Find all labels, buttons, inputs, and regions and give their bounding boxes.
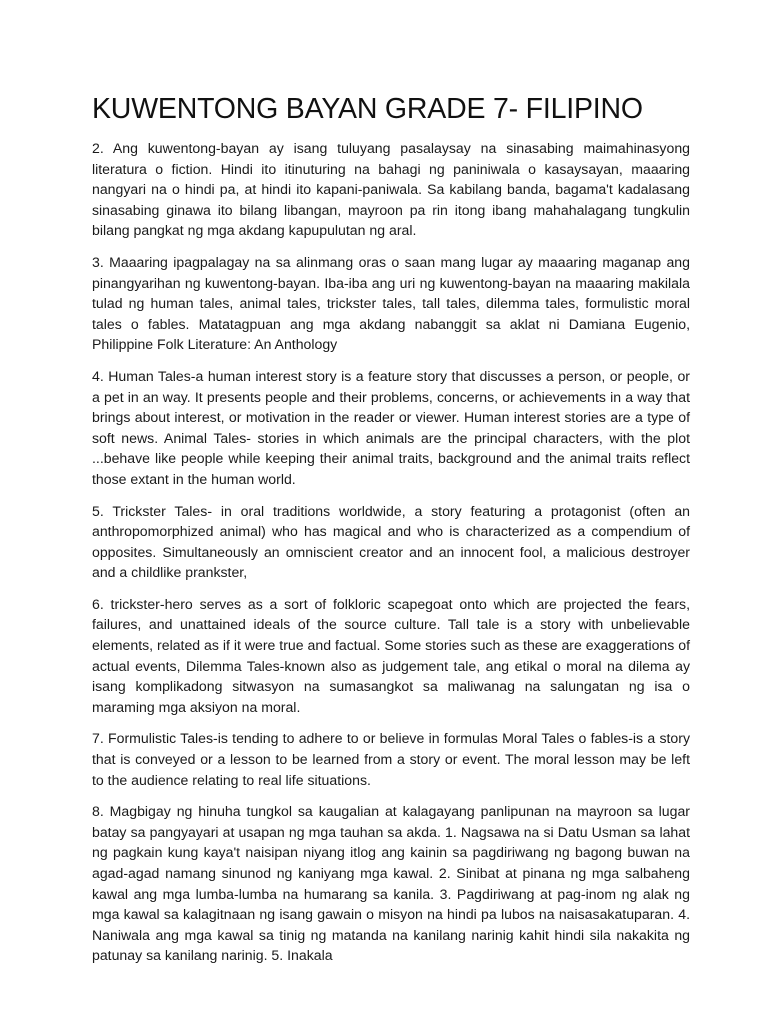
paragraph-6: 6. trickster-hero serves as a sort of folkloric scapegoat onto which are projected the fears, failures, and unattained ideals of the source culture. Tall tale is a story with unbelievable elements, related as if it were true and factual. Some stories such as these are exaggerations of actual events, Dilemma Tales-known also as judgement tale, ang etikal o moral na dilema ay isang komplikadong sitwasyon na sumasangkot sa maliwanag na salungatan ng isa o maraming mga aksiyon na moral. xyxy=(92,595,690,715)
paragraph-7: 7. Formulistic Tales-is tending to adhere to or believe in formulas Moral Tales o fables-is a story that is conveyed or a lesson to be learned from a story or event. The moral lesson may be left to the audience relating to real life situations. xyxy=(92,730,690,788)
paragraph-3: 3. Maaaring ipagpalagay na sa alinmang oras o saan mang lugar ay maaaring maganap ang pinangyarihan ng kuwentong-bayan. Iba-iba ang uri ng kuwentong-bayan na maaaring makilala tulad ng human tales, animal tales, trickster tales, tall tales, dilemma tales, formulistic moral tales o fables. Matatagpuan ang mga akdang nabanggit sa aklat ni Damiana Eugenio, Philippine Folk Literature: An Anthology xyxy=(92,253,690,353)
paragraph-4: 4. Human Tales-a human interest story is a feature story that discusses a person, or people, or a pet in an way. It presents people and their problems, concerns, or achievements in a way that brings about interest, or motivation in the reader or viewer. Human interest stories are a type of soft news. Animal Tales- stories in which animals are the principal characters, with the plot ...behave like people while keeping their animal traits, background and the animal traits reflect those extant in the human world. xyxy=(92,367,690,487)
paragraph-2: 2. Ang kuwentong-bayan ay isang tuluyang pasalaysay na sinasabing maimahinasyong literatura o fiction. Hindi ito itinuturing na bahagi ng paniniwala o kasaysayan, maaaring nangyari na o hindi pa, at hindi ito kapani-paniwala. Sa kabilang banda, bagama't kadalasang sinasabing ginawa ito bilang libangan, mayroon pa rin itong ibang mahahalagang tungkulin bilang pangkat ng mga akdang kapupulutan ng aral. xyxy=(92,140,690,239)
document-title: KUWENTONG BAYAN GRADE 7- FILIPINO xyxy=(92,93,643,125)
paragraph-8: 8. Magbigay ng hinuha tungkol sa kaugalian at kalagayang panlipunan na mayroon sa lugar batay sa pangyayari at usapan ng mga tauhan sa akda. 1. Nagsawa na si Datu Usman sa lahat ng pagkain kung kaya't naisipan niyang itlog ang kainin sa pagdiriwang ng bagong buwan na agad-agad namang sinunod ng kaniyang mga kawal. 2. Sinibat at pinana ng mga salbaheng kawal ang mga lumba-lumba na humarang sa kanila. 3. Pagdiriwang at pag-inom ng alak ng mga kawal sa kalagitnaan ng isang gawain o misyon na hindi pa lubos na naisasakatuparan. 4. Naniwala ang mga kawal sa tinig ng matanda na kanilang narinig kahit hindi sila nakakita ng patunay sa kanilang narinig. 5. Inakala xyxy=(92,803,690,964)
paragraph-5: 5. Trickster Tales- in oral traditions worldwide, a story featuring a protagonist (often an anthropomorphized animal) who has magical and who is characterized as a compendium of opposites. Simultaneously an omniscient creator and an innocent fool, a malicious destroyer and a childlike prankster, xyxy=(92,502,690,581)
